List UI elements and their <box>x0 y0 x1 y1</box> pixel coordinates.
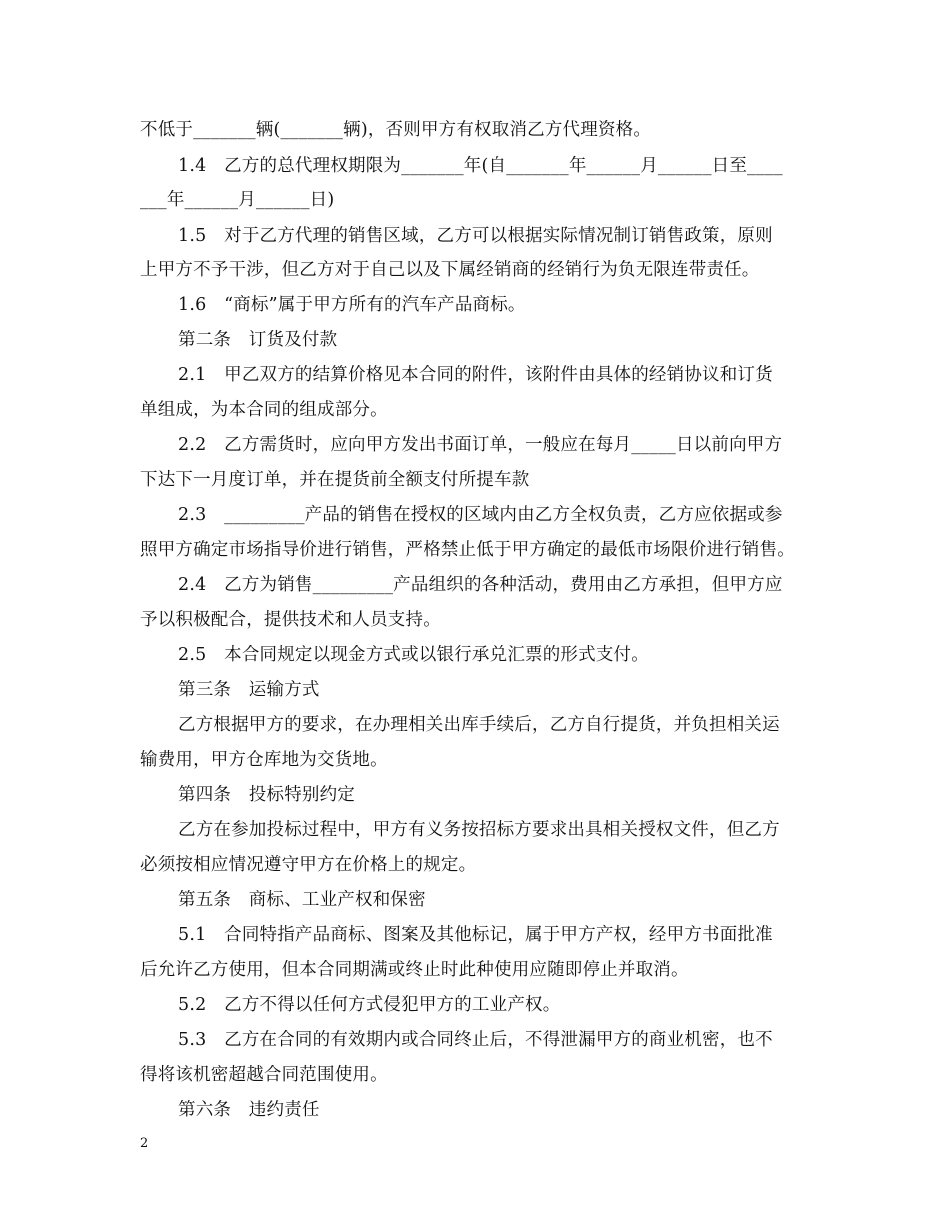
text-line: 不低于_______辆(_______辆)，否则甲方有权取消乙方代理资格。 <box>140 120 652 140</box>
text-line: 得将该机密超越合同范围使用。 <box>140 1065 388 1085</box>
page-number: 2 <box>140 1136 149 1151</box>
text-line: 2.2 乙方需货时，应向甲方发出书面订单，一般应在每月_____日以前向甲方 <box>178 435 783 455</box>
text-line: 照甲方确定市场指导价进行销售，严格禁止低于甲方确定的最低市场限价进行销售。 <box>140 540 795 560</box>
text-line: 上甲方不予干涉，但乙方对于自己以及下属经销商的经销行为负无限连带责任。 <box>140 260 760 280</box>
text-line: 输费用，甲方仓库地为交货地。 <box>140 750 388 770</box>
text-line: 乙方在参加投标过程中，甲方有义务按招标方要求出具相关授权文件，但乙方 <box>178 820 780 840</box>
text-line: 1.6 “商标”属于甲方所有的汽车产品商标。 <box>178 295 526 315</box>
text-line: 2.5 本合同规定以现金方式或以银行承兑汇票的形式支付。 <box>178 645 649 665</box>
text-line: 下达下一月度订单，并在提货前全额支付所提车款 <box>140 470 530 490</box>
text-line: 必须按相应情况遵守甲方在价格上的规定。 <box>140 855 477 875</box>
section-heading: 第六条 违约责任 <box>178 1100 320 1120</box>
text-line: 5.2 乙方不得以任何方式侵犯甲方的工业产权。 <box>178 995 561 1015</box>
text-line: 2.1 甲乙双方的结算价格见本合同的附件，该附件由具体的经销协议和订货 <box>178 365 773 385</box>
text-line: 单组成，为本合同的组成部分。 <box>140 400 388 420</box>
text-line: 2.4 乙方为销售_________产品组织的各种活动，费用由乙方承担，但甲方应 <box>178 575 783 595</box>
text-line: 2.3 _________产品的销售在授权的区域内由乙方全权负责，乙方应依据或参 <box>178 505 783 525</box>
section-heading: 第五条 商标、工业产权和保密 <box>178 890 426 910</box>
text-line: 5.3 乙方在合同的有效期内或合同终止后，不得泄漏甲方的商业机密，也不 <box>178 1030 773 1050</box>
text-line: 1.4 乙方的总代理权期限为_______年(自_______年______月______日至____ <box>178 156 783 176</box>
text-line: 5.1 合同特指产品商标、图案及其他标记，属于甲方产权，经甲方书面批准 <box>178 925 773 945</box>
text-line: 乙方根据甲方的要求，在办理相关出库手续后，乙方自行提货，并负担相关运 <box>178 715 780 735</box>
text-line: 1.5 对于乙方代理的销售区域，乙方可以根据实际情况制订销售政策，原则 <box>178 226 773 246</box>
section-heading: 第三条 运输方式 <box>178 680 320 700</box>
section-heading: 第四条 投标特别约定 <box>178 785 355 805</box>
text-line: 后允许乙方使用，但本合同期满或终止时此种使用应随即停止并取消。 <box>140 960 689 980</box>
text-line: 予以积极配合，提供技术和人员支持。 <box>140 610 441 630</box>
text-line: ___年______月______日) <box>140 190 335 210</box>
section-heading: 第二条 订货及付款 <box>178 330 338 350</box>
